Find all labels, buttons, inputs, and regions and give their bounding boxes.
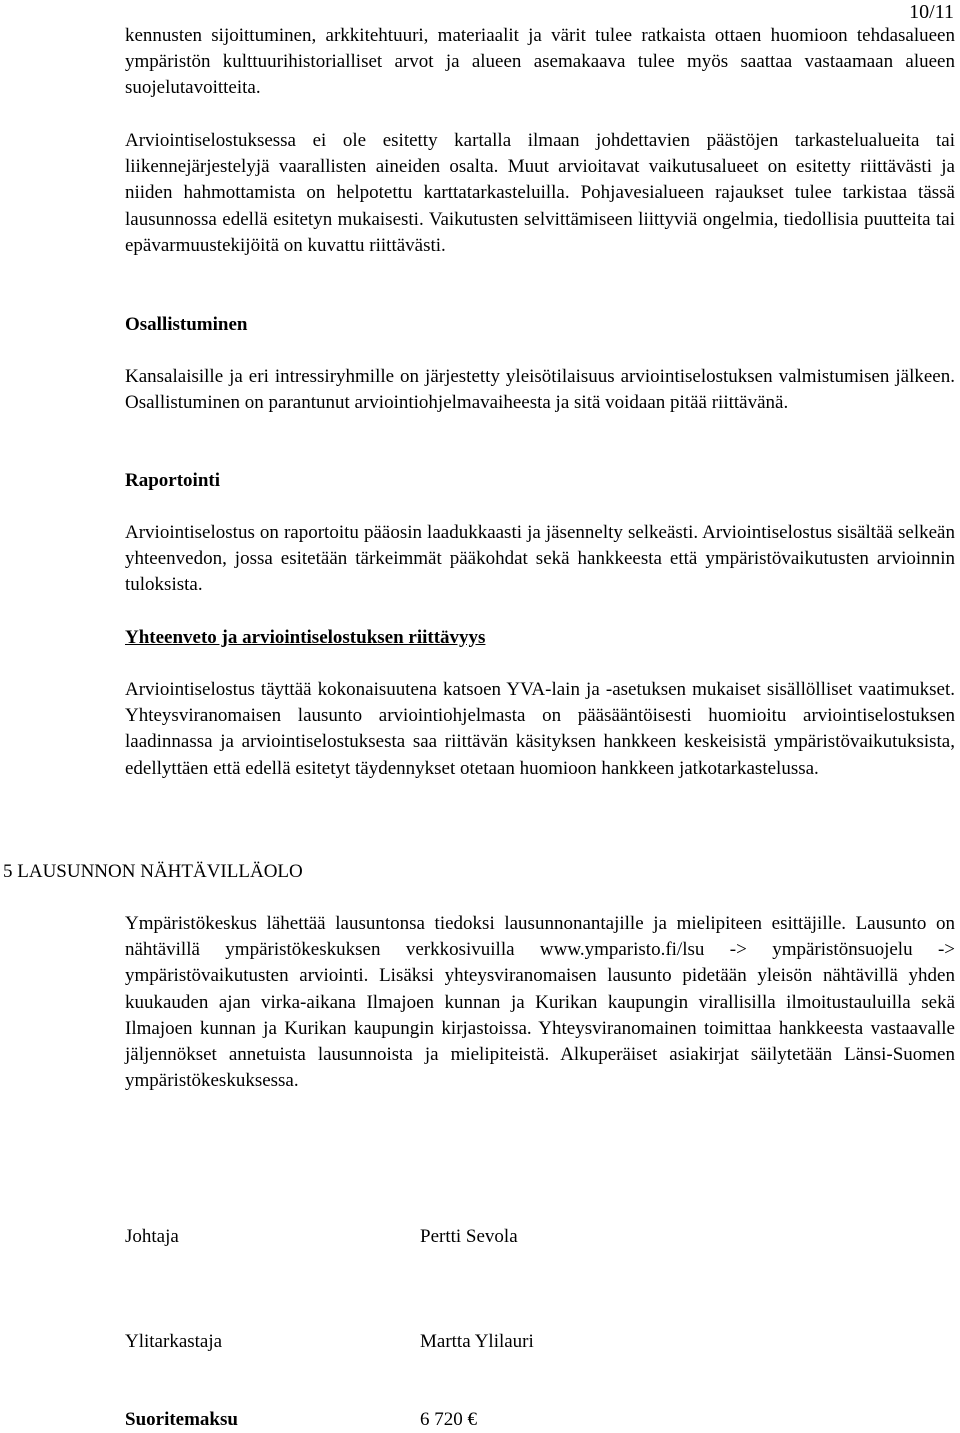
paragraph-participation xyxy=(125,364,955,416)
signature-role-ylitarkastaja: Ylitarkastaja xyxy=(125,1331,223,1352)
heading-yhteenveto: Yhteenveto ja arviointiselostuksen riittävyys xyxy=(125,627,486,648)
paragraph-text: Ympäristökeskus lähettää lausuntonsa tiedoksi lausunnonantajille ja mielipiteen esittäjille. Lausunto on nähtävillä ympäristökeskuksen verkkosivuilla www.ymparisto.fi/lsu -> ympäristönsuojelu -> ympäristövaikutusten arviointi. Lisäksi yhteysviranomaisen lausunto pidetään yleisön nähtävillä yhden kuukauden ajan virka-aikana Ilmajoen kunnan ja Kurikan kaupungin virallisilla ilmoitustauluilla sekä Ilmajoen kunnan ja Kurikan kaupungin kirjastoissa. Yhteysviranomainen toimittaa hankkeesta vastaavalle jäljennökset annetuista lausunnoista ja mielipiteistä. Alkuperäiset asiakirjat säilytetään Länsi-Suomen ympäristökeskuksessa. xyxy=(125,913,955,1092)
paragraph-building-placement xyxy=(125,23,955,102)
fee-label: Suoritemaksu xyxy=(125,1409,238,1430)
signature-name-ylitarkastaja: Martta Ylilauri xyxy=(420,1331,534,1352)
paragraph-text: Kansalaisille ja eri intressiryhmille on järjestetty yleisötilaisuus arviointiselostuksen valmistumisen jälkeen. Osallistuminen on parantunut arviointiohjelmavaiheesta ja sitä voidaan pitää riittävänä. xyxy=(125,366,955,414)
fee-value: 6 720 € xyxy=(420,1409,477,1430)
signature-role-johtaja: Johtaja xyxy=(125,1226,179,1247)
paragraph-reporting xyxy=(125,520,955,599)
paragraph-text: Arviointiselostus on raportoitu pääosin laadukkaasti ja jäsennelty selkeästi. Arviointiselostus sisältää selkeän yhteenvedon, jossa esitetään tärkeimmät pääkohdat sekä hankkeesta että ympäristövaikutusten arvioinnin tuloksista. xyxy=(125,522,955,596)
page-number: 10/11 xyxy=(909,1,954,23)
heading-raportointi: Raportointi xyxy=(125,470,220,491)
paragraph-text: Arviointiselostuksessa ei ole esitetty kartalla ilmaan johdettavien päästöjen tarkastelualueita tai liikennejärjestelyjä vaarallisten aineiden osalta. Muut arvioitavat vaikutusalueet on esitetty riittävästi ja niiden hahmottamista on helpotettu karttatarkasteluilla. Pohjavesialueen rajaukset tulee tarkistaa tässä lausunnossa edellä esitetyn mukaisesti. Vaikutusten selvittämiseen liittyviä ongelmia, tiedollisia puutteita tai epävarmuustekijöitä on kuvattu riittävästi. xyxy=(125,130,955,256)
paragraph-assessment-maps xyxy=(125,128,955,259)
paragraph-summary-adequacy xyxy=(125,677,955,782)
heading-osallistuminen: Osallistuminen xyxy=(125,314,248,335)
section-heading-lausunnon-nahtavillaolo: 5 LAUSUNNON NÄHTÄVILLÄOLO xyxy=(3,861,303,882)
paragraph-availability xyxy=(125,911,955,1094)
paragraph-text: kennusten sijoittuminen, arkkitehtuuri, materiaalit ja värit tulee ratkaista ottaen huomioon tehdasalueen ympäristön kulttuurihistorialliset arvot ja alueen asemakaava tulee myös saattaa vastaamaan alueen suojelutavoitteita. xyxy=(125,25,955,99)
signature-name-johtaja: Pertti Sevola xyxy=(420,1226,518,1247)
paragraph-text: Arviointiselostus täyttää kokonaisuutena katsoen YVA-lain ja -asetuksen mukaiset sisällölliset vaatimukset. Yhteysviranomaisen lausunto arviointiohjelmasta on pääsääntöisesti huomioitu arviointiselostuksen laadinnassa ja arviointiselostuksesta saa riittävän käsityksen hankkeen keskeisistä ympäristövaikutuksista, edellyttäen että edellä esitetyt täydennykset otetaan huomioon hankkeen jatkotarkastelussa. xyxy=(125,679,955,779)
